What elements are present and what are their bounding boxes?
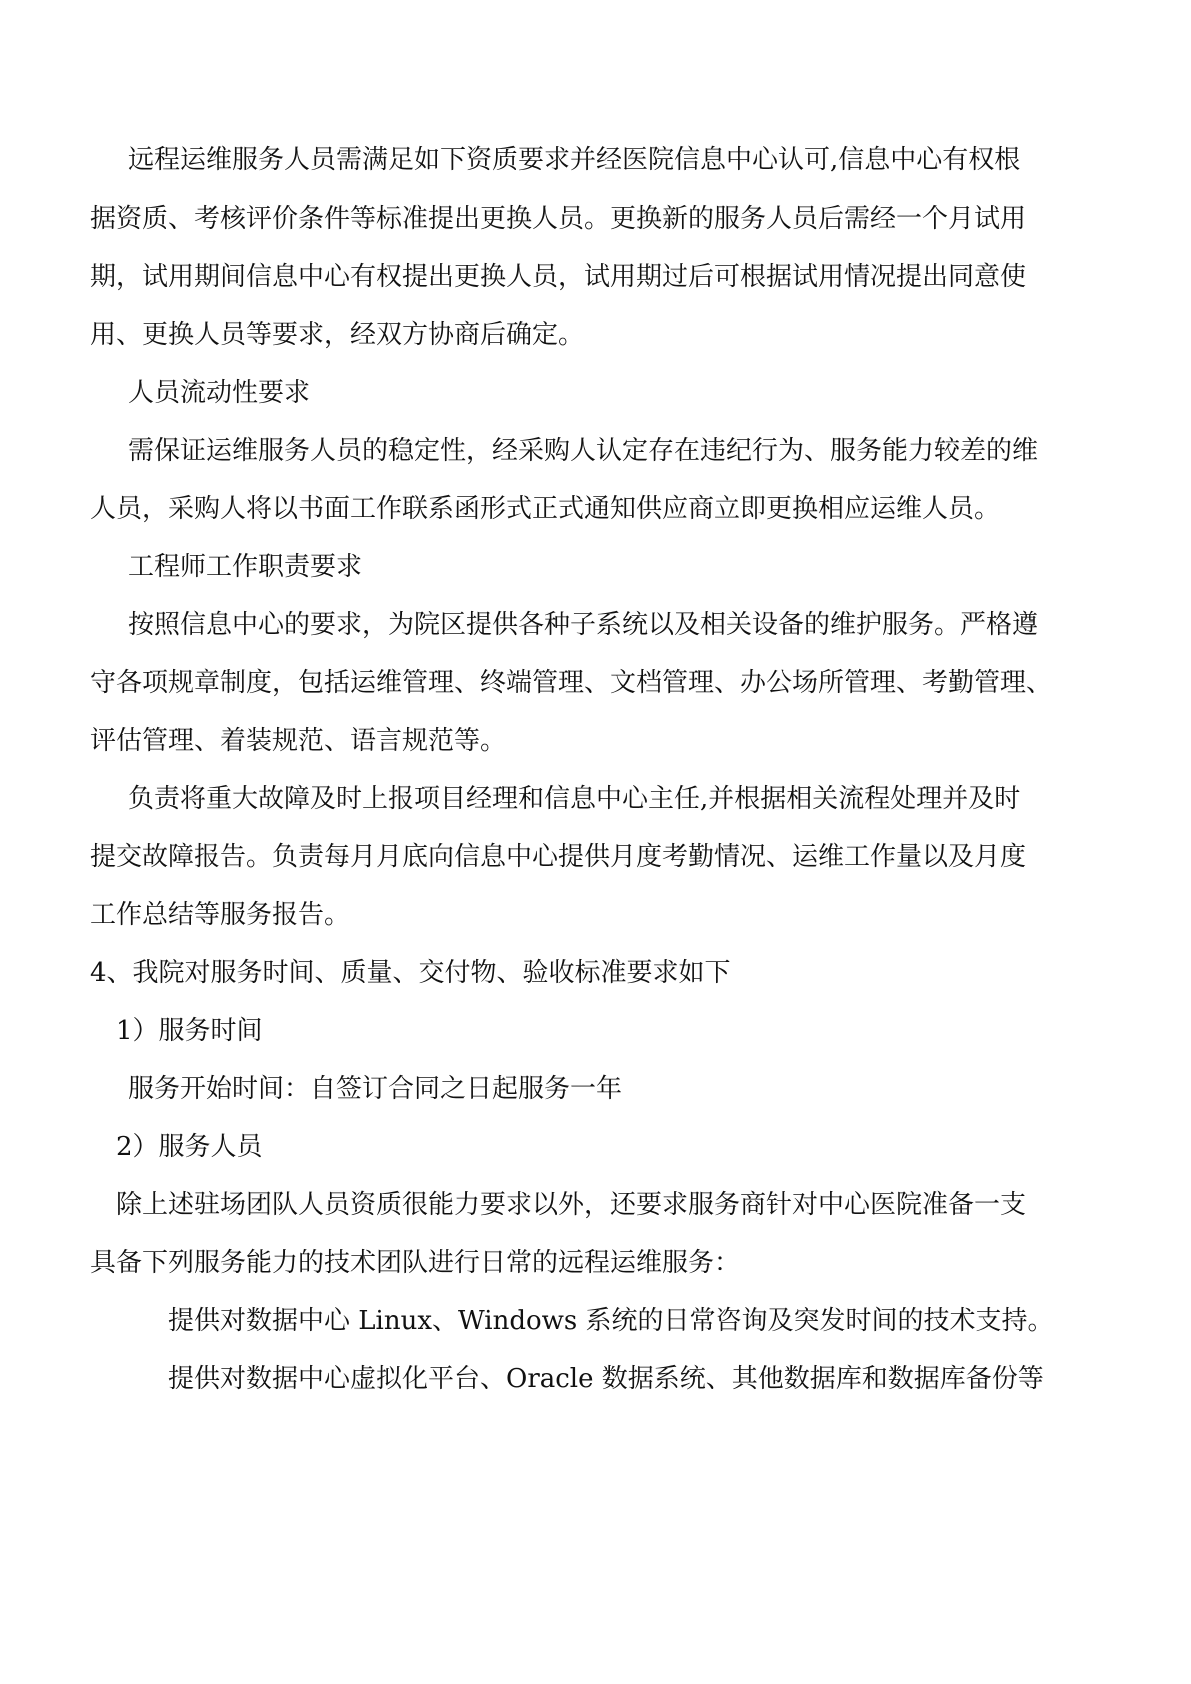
paragraph-line: 负责将重大故障及时上报项目经理和信息中心主任,并根据相关流程处理并及时 [128,784,1021,814]
section-heading: 工程师工作职责要求 [128,552,363,582]
paragraph-line: 守各项规章制度，包括运维管理、终端管理、文档管理、办公场所管理、考勤管理、 [90,668,1053,698]
paragraph-line: 工作总结等服务报告。 [90,900,351,930]
paragraph-line: 服务开始时间：自签订合同之日起服务一年 [128,1074,623,1104]
section-heading: 人员流动性要求 [128,378,311,408]
paragraph-line: 提交故障报告。负责每月月底向信息中心提供月度考勤情况、运维工作量以及月度 [90,842,1027,872]
paragraph-line: 用、更换人员等要求，经双方协商后确定。 [90,320,585,350]
numbered-heading: 4、我院对服务时间、质量、交付物、验收标准要求如下 [90,958,731,988]
paragraph-line: 提供对数据中心 Linux、Windows 系统的日常咨询及突发时间的技术支持。 [168,1306,1054,1336]
paragraph-line: 除上述驻场团队人员资质很能力要求以外，还要求服务商针对中心医院准备一支 [116,1190,1027,1220]
paragraph-line: 据资质、考核评价条件等标准提出更换人员。更换新的服务人员后需经一个月试用 [90,204,1027,234]
paragraph-line: 远程运维服务人员需满足如下资质要求并经医院信息中心认可,信息中心有权根 [128,145,1021,175]
paragraph-line: 按照信息中心的要求，为院区提供各种子系统以及相关设备的维护服务。严格遵 [128,610,1039,640]
paragraph-line: 具备下列服务能力的技术团队进行日常的远程运维服务： [90,1248,741,1278]
paragraph-line: 评估管理、着装规范、语言规范等。 [90,726,507,756]
paragraph-line: 人员，采购人将以书面工作联系函形式正式通知供应商立即更换相应运维人员。 [90,494,1001,524]
sub-heading: 2）服务人员 [116,1132,263,1162]
sub-heading: 1）服务时间 [116,1016,263,1046]
paragraph-line: 需保证运维服务人员的稳定性，经采购人认定存在违纪行为、服务能力较差的维 [128,436,1039,466]
paragraph-line: 提供对数据中心虚拟化平台、Oracle 数据系统、其他数据库和数据库备份等 [168,1364,1044,1394]
paragraph-line: 期，试用期间信息中心有权提出更换人员，试用期过后可根据试用情况提出同意使 [90,262,1027,292]
